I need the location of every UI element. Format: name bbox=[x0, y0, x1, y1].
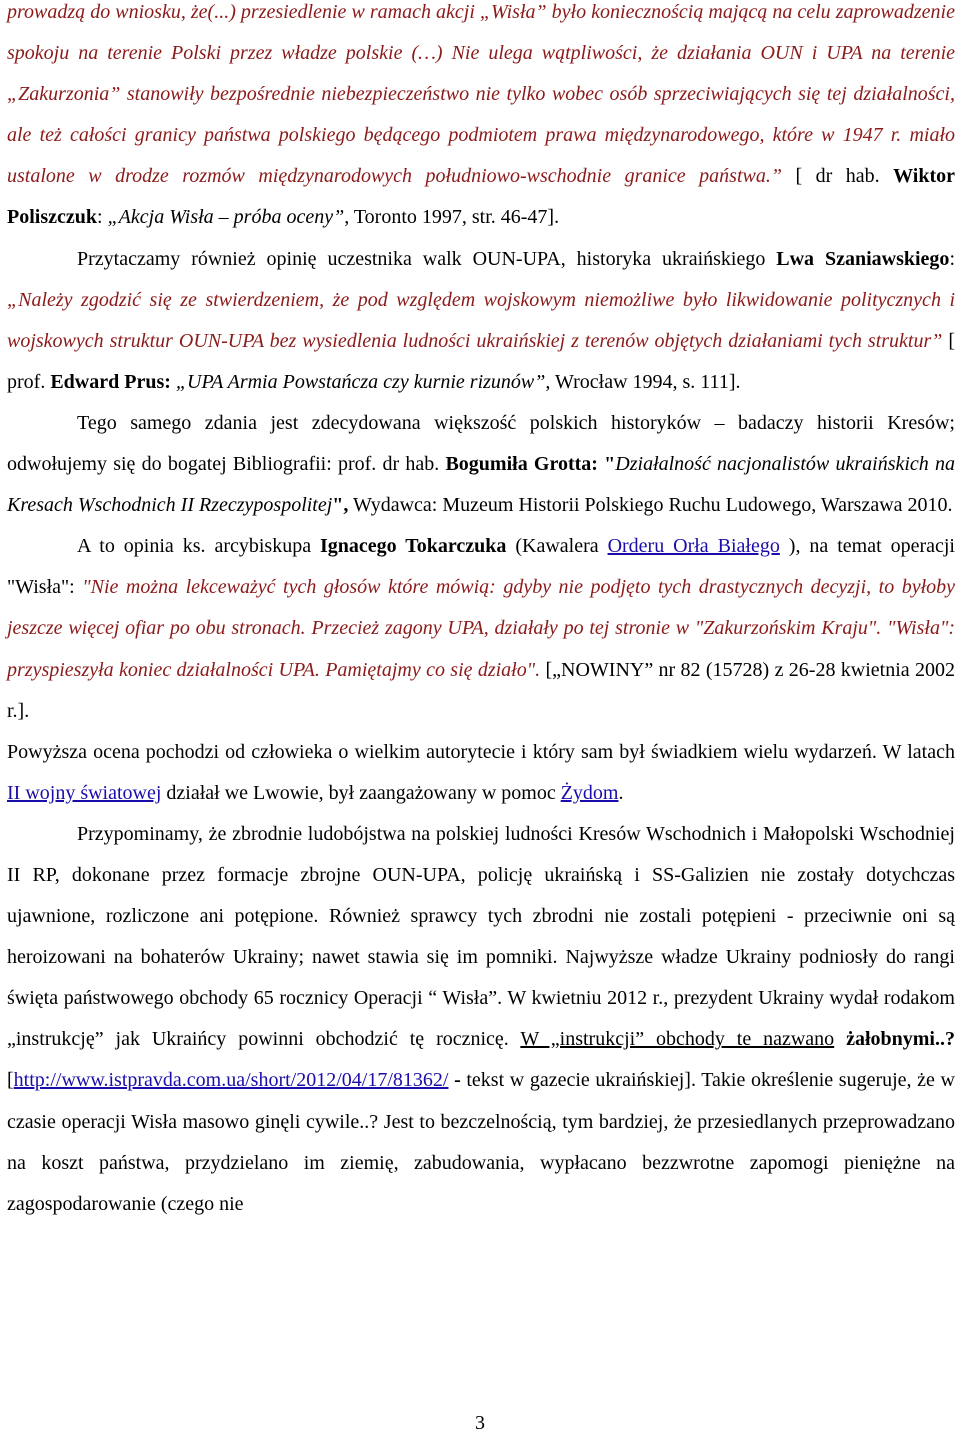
book-title: Działalność nacjonalistów ukraińskich na Kresach Wschodnich II Rzeczypospolitej bbox=[7, 453, 955, 517]
paragraph-mid: (Kawalera bbox=[506, 535, 608, 558]
order-link[interactable]: Orderu Orła Białego bbox=[607, 535, 780, 558]
quote-text: „Należy zgodzić się ze stwierdzeniem, że pod względem wojskowym niemożliwe było likwidowanie politycznych i wojskowych struktur OUN-UPA bez wysiedlenia ludności ukraińskiej z terenów objętych działaniami tych struktur” bbox=[7, 288, 955, 352]
paragraph-bibliography bbox=[7, 403, 955, 526]
quote-text: prowadzą do wniosku, że(...) przesiedlenie w ramach akcji „Wisła” było koniecznością mającą na celu zaprowadzenie spokoju na terenie Polski przez władze polskie (…) Nie ulega wątpliwości, że działania OUN i UPA na terenie „Zakurzonia” stanowiły bezpośrednie niebezpieczeństwo nie tylko wobec osób sprzeciwiających się tej działalności, ale też całości granicy państwa polskiego będącego podmiotem prawa międzynarodowego, które w 1947 r. miało ustalone w drodze rozmów międzynarodowych południowo-wschodnie granice państwa.” bbox=[7, 1, 955, 188]
quoted-author: Lwa Szaniawskiego bbox=[776, 247, 950, 270]
paragraph-poliszczuk-quote bbox=[7, 0, 955, 239]
paragraph-post: ), na temat operacji "Wisła": bbox=[7, 535, 955, 599]
paragraph-intro: Tego samego zdania jest zdecydowana większość polskich historyków – badaczy historii Kresów; odwołujemy się do bogatej Bibliografii: prof. dr hab. bbox=[7, 411, 955, 476]
author-colon: : bbox=[949, 247, 955, 270]
paragraph-tokarczuk bbox=[7, 526, 955, 731]
source-citation: [„NOWINY” nr 82 (15728) z 26-28 kwietnia 2002 r.]. bbox=[7, 658, 955, 722]
source-prefix: [ prof. bbox=[7, 329, 956, 393]
ww2-link[interactable]: II wojny światowej bbox=[7, 781, 162, 804]
source-prefix: [ dr hab. bbox=[781, 165, 894, 188]
title-open-quote: " bbox=[604, 453, 616, 476]
paragraph-reminder bbox=[7, 814, 955, 1225]
source-title: „UPA Armia Powstańcza czy kurnie rizunów” bbox=[170, 370, 546, 393]
istpravda-link[interactable]: http://www.istpravda.com.ua/short/2012/04/17/81362/ bbox=[13, 1069, 449, 1092]
dash: - bbox=[448, 1069, 461, 1092]
book-author: Bogumiła Grotta: bbox=[445, 453, 605, 476]
paragraph-intro: A to opinia ks. arcybiskupa bbox=[77, 535, 321, 558]
paragraph-rest: tekst w gazecie ukraińskiej]. Takie określenie sugeruje, że w czasie operacji Wisła masowo ginęli cywile..? Jest to bezczelnością, tym bardziej, że przesiedlanych przeprowadzano na koszt państwa, przydzielano im ziemię, zabudowania, wypłacano bezzwrotne zapomogi pieniężne na zagospodarowanie (czego nie bbox=[7, 1069, 955, 1215]
paragraph-intro: Przypominamy, że zbrodnie ludobójstwa na polskiej ludności Kresów Wschodnich i Małopolski Wschodniej II RP, dokonane przez formacje zbrojne OUN-UPA, policję ukraińską i SS-Galizien nie zostały dotychczas ujawnione, rozliczone ani potępione. Również sprawcy tych zbrodni nie zostali potępieni - przeciwnie oni są heroizowani na bohaterów Ukrainy; nawet stawia się im pomniki. Najwyższe władze Ukrainy podniosły do rangi święta państwowego obchody 65 rocznicy Operacji “ Wisła”. W kwietniu 2012 r., prezydent Ukrainy wydał rodakom „instrukcję” jak Ukraińcy powinni obchodzić tę rocznicę. bbox=[7, 822, 955, 1051]
paragraph-end: . bbox=[618, 781, 624, 804]
source-suffix: , Wrocław 1994, s. 111]. bbox=[545, 370, 741, 393]
title-close-quote: ", bbox=[332, 494, 349, 517]
bold-phrase: żałobnymi..? bbox=[834, 1028, 955, 1051]
quoted-author: Ignacego Tokarczuka bbox=[320, 535, 507, 558]
paragraph-intro: Powyższa ocena pochodzi od człowieka o wielkim autorytecie i który sam był świadkiem wielu wydarzeń. W latach bbox=[7, 740, 955, 763]
bracket-open: [ bbox=[7, 1069, 14, 1092]
paragraph-szaniawski bbox=[7, 239, 955, 403]
source-colon: : bbox=[97, 206, 108, 229]
publisher-info: Wydawca: Muzeum Historii Polskiego Ruchu Ludowego, Warszawa 2010. bbox=[348, 494, 953, 517]
source-author: Wiktor Poliszczuk bbox=[7, 165, 955, 229]
jews-link[interactable]: Żydom bbox=[560, 781, 619, 804]
source-title: „Akcja Wisła – próba oceny” bbox=[107, 206, 345, 229]
quote-text: "Nie można lekceważyć tych głosów które mówią: gdyby nie podjęto tych drastycznych decyzji, to byłoby jeszcze więcej ofiar po obu stronach. Przecież zagony UPA, działały po tej stronie w "Zakurzońskim Kraju". "Wisła": przyspieszyła koniec działalności UPA. Pamiętajmy co się działo". bbox=[7, 576, 956, 681]
source-author: Edward Prus: bbox=[50, 370, 171, 393]
document-page bbox=[7, 0, 955, 1225]
paragraph-authority bbox=[7, 732, 955, 814]
source-suffix: , Toronto 1997, str. 46-47]. bbox=[344, 206, 560, 229]
underlined-phrase: W „instrukcji” obchody te nazwano bbox=[520, 1028, 835, 1051]
paragraph-mid: działał we Lwowie, był zaangażowany w pomoc bbox=[161, 781, 561, 804]
paragraph-intro: Przytaczamy również opinię uczestnika walk OUN-UPA, historyka ukraińskiego bbox=[77, 247, 777, 270]
page-number: 3 bbox=[475, 1412, 485, 1434]
